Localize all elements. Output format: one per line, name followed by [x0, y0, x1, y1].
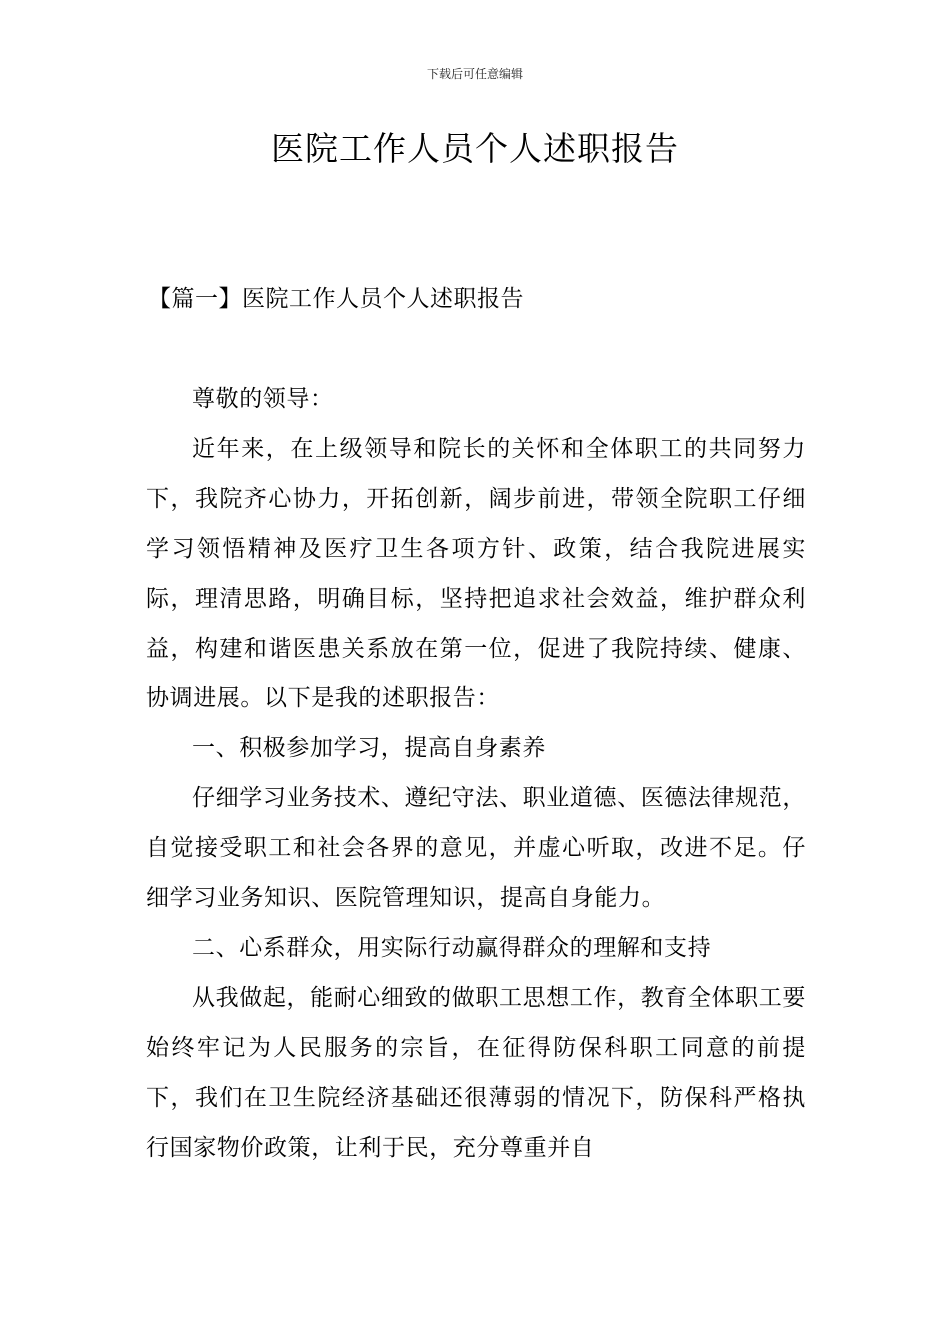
body-paragraph: 仔细学习业务技术、遵纪守法、职业道德、医德法律规范，自觉接受职工和社会各界的意见，并虚心听取，改进不足。仔细学习业务知识、医院管理知识，提高自身能力。 [146, 785, 806, 912]
document-body [146, 375, 806, 1174]
body-paragraph: 从我做起，能耐心细致的做职工思想工作，教育全体职工要始终牢记为人民服务的宗旨，在征得防保科职工同意的前提下，我们在卫生院经济基础还很薄弱的情况下，防保科严格执行国家物价政策，让利于民，充分尊重并自 [146, 984, 806, 1161]
subheading-one: 一、积极参加学习，提高自身素养 [192, 735, 546, 762]
section-heading: 【篇一】医院工作人员个人述职报告 [148, 286, 524, 312]
body-paragraph: 近年来，在上级领导和院长的关怀和全体职工的共同努力下，我院齐心协力，开拓创新，阔步前进，带领全院职工仔细学习领悟精神及医疗卫生各项方针、政策，结合我院进展实际，理清思路，明确目标，坚持把追求社会效益，维护群众利益，构建和谐医患关系放在第一位，促进了我院持续、健康、协调进展。以下是我的述职报告： [146, 435, 806, 712]
subheading-two: 二、心系群众，用实际行动赢得群众的理解和支持 [192, 934, 712, 961]
document-title: 医院工作人员个人述职报告 [271, 129, 679, 168]
header-note: 下载后可任意编辑 [426, 67, 523, 81]
salutation: 尊敬的领导： [192, 386, 334, 412]
